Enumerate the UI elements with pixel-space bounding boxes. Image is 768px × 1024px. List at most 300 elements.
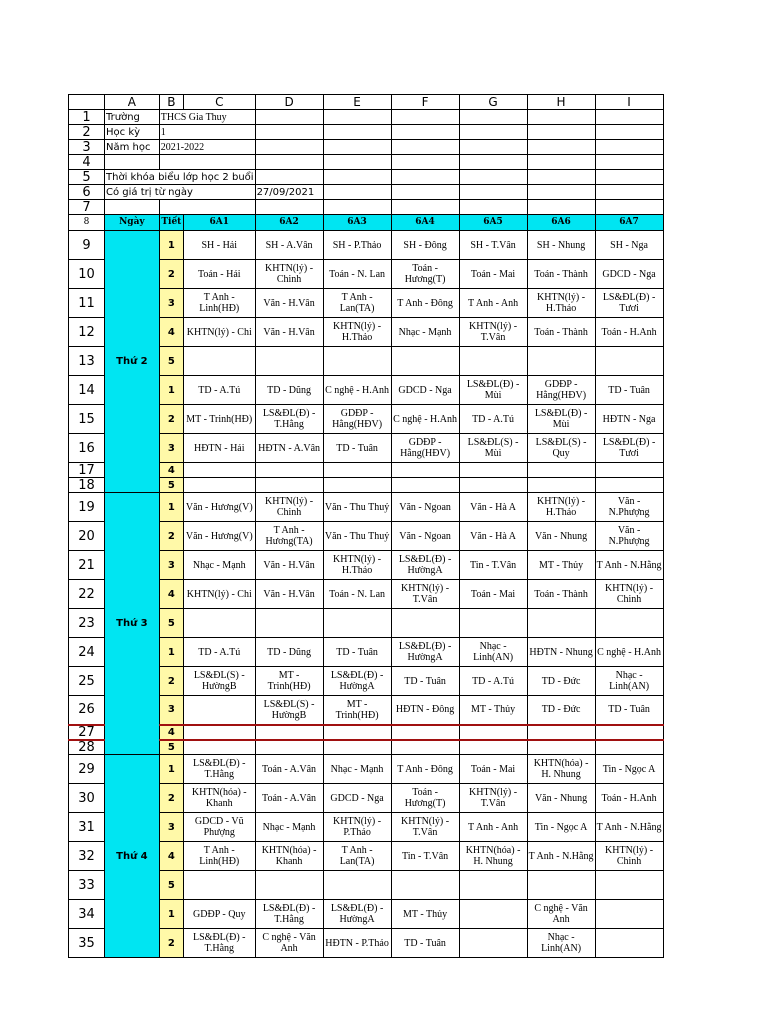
lesson-cell[interactable]: LS&ĐL(Đ) - HườngA [323,667,391,696]
period-number[interactable]: 1 [159,900,183,929]
lesson-cell[interactable]: KHTN(lý) - Chinh [255,493,323,522]
row-number[interactable]: 13 [69,347,105,376]
lesson-cell[interactable]: GDCD - Nga [323,784,391,813]
lesson-cell[interactable]: T Anh - Linh(HĐ) [183,842,255,871]
row-number[interactable]: 2 [69,125,105,140]
lesson-cell[interactable]: T Anh - Anh [459,289,527,318]
empty-cell[interactable] [459,140,527,155]
lesson-cell[interactable]: TD - A.Tú [183,376,255,405]
column-header-e[interactable]: E [323,95,391,110]
lesson-cell[interactable]: SH - Nhung [527,231,595,260]
lesson-cell[interactable]: HĐTN - Đông [391,696,459,725]
lesson-cell[interactable] [183,347,255,376]
class-header-6a4[interactable]: 6A4 [391,215,459,231]
lesson-cell[interactable] [459,463,527,478]
period-number[interactable]: 1 [159,755,183,784]
column-header-a[interactable]: A [105,95,160,110]
lesson-cell[interactable] [459,871,527,900]
info-label[interactable]: Trường [105,110,160,125]
row-number[interactable]: 6 [69,185,105,200]
lesson-cell[interactable] [183,696,255,725]
row-number[interactable]: 27 [69,725,105,740]
lesson-cell[interactable]: Tin - T.Vân [459,551,527,580]
period-number[interactable]: 4 [159,580,183,609]
row-number[interactable]: 30 [69,784,105,813]
lesson-cell[interactable] [527,871,595,900]
info-label[interactable] [105,155,160,170]
row-number[interactable]: 4 [69,155,105,170]
info-value[interactable]: 1 [159,125,255,140]
lesson-cell[interactable]: Văn - Nhung [527,522,595,551]
lesson-cell[interactable] [391,347,459,376]
day-label[interactable]: Thứ 2 [105,231,160,493]
row-number[interactable]: 8 [69,215,105,231]
info-value[interactable]: THCS Gia Thuy [159,110,255,125]
empty-cell[interactable] [527,125,595,140]
column-header-d[interactable]: D [255,95,323,110]
lesson-cell[interactable]: GDĐP - Hằng(HĐV) [527,376,595,405]
lesson-cell[interactable]: LS&ĐL(Đ) - HườngA [323,900,391,929]
period-number[interactable]: 3 [159,434,183,463]
lesson-cell[interactable]: GDCD - Nga [391,376,459,405]
lesson-cell[interactable] [323,609,391,638]
info-extra[interactable] [255,125,323,140]
lesson-cell[interactable]: GDCD - Vũ Phượng [183,813,255,842]
info-extra[interactable]: 27/09/2021 [255,185,323,200]
lesson-cell[interactable] [459,725,527,740]
lesson-cell[interactable] [527,463,595,478]
lesson-cell[interactable]: KHTN(hóa) - H. Nhung [527,755,595,784]
lesson-cell[interactable]: Văn - Hà A [459,522,527,551]
class-header-6a3[interactable]: 6A3 [323,215,391,231]
period-number[interactable]: 4 [159,463,183,478]
empty-cell[interactable] [595,125,663,140]
column-header-b[interactable]: B [159,95,183,110]
lesson-cell[interactable] [323,478,391,493]
lesson-cell[interactable] [527,609,595,638]
lesson-cell[interactable]: LS&ĐL(Đ) - T.Hằng [183,755,255,784]
lesson-cell[interactable]: TD - Tuân [323,638,391,667]
empty-cell[interactable] [391,170,459,185]
info-extra[interactable] [255,110,323,125]
lesson-cell[interactable]: LS&ĐL(Đ) - Tươi [595,289,663,318]
lesson-cell[interactable] [391,478,459,493]
empty-cell[interactable] [323,170,391,185]
row-number[interactable]: 14 [69,376,105,405]
empty-cell[interactable] [595,185,663,200]
lesson-cell[interactable]: HĐTN - P.Thảo [323,929,391,958]
lesson-cell[interactable] [391,740,459,755]
row-number[interactable]: 24 [69,638,105,667]
lesson-cell[interactable]: LS&ĐL(Đ) - HườngA [391,551,459,580]
row-number[interactable]: 16 [69,434,105,463]
lesson-cell[interactable]: Nhạc - Linh(AN) [459,638,527,667]
info-label[interactable] [105,200,160,215]
lesson-cell[interactable]: Toán - A.Vân [255,784,323,813]
empty-cell[interactable] [323,185,391,200]
lesson-cell[interactable]: KHTN(hóa) - Khanh [183,784,255,813]
empty-cell[interactable] [323,155,391,170]
column-header-f[interactable]: F [391,95,459,110]
lesson-cell[interactable] [459,609,527,638]
lesson-cell[interactable] [595,347,663,376]
info-extra[interactable] [255,140,323,155]
corner-cell[interactable] [69,95,105,110]
lesson-cell[interactable]: T Anh - Đông [391,755,459,784]
period-number[interactable]: 3 [159,696,183,725]
lesson-cell[interactable]: T Anh - N.Hằng [527,842,595,871]
lesson-cell[interactable]: Toán - H.Anh [595,318,663,347]
lesson-cell[interactable]: Văn - Hương(V) [183,522,255,551]
row-number[interactable]: 22 [69,580,105,609]
empty-cell[interactable] [527,200,595,215]
lesson-cell[interactable] [183,871,255,900]
lesson-cell[interactable]: KHTN(hóa) - Khanh [255,842,323,871]
empty-cell[interactable] [595,200,663,215]
empty-cell[interactable] [391,110,459,125]
period-number[interactable]: 1 [159,231,183,260]
lesson-cell[interactable]: C nghệ - Văn Anh [255,929,323,958]
lesson-cell[interactable]: LS&ĐL(Đ) - T.Hằng [255,900,323,929]
info-value[interactable]: 2021-2022 [159,140,255,155]
lesson-cell[interactable]: Nhạc - Linh(AN) [527,929,595,958]
empty-cell[interactable] [391,200,459,215]
lesson-cell[interactable] [459,478,527,493]
lesson-cell[interactable]: LS&ĐL(S) - Mùi [459,434,527,463]
lesson-cell[interactable]: LS&ĐL(Đ) - Mùi [527,405,595,434]
row-number[interactable]: 11 [69,289,105,318]
lesson-cell[interactable] [527,347,595,376]
lesson-cell[interactable]: Văn - N.Phượng [595,522,663,551]
lesson-cell[interactable] [595,929,663,958]
lesson-cell[interactable]: Nhạc - Mạnh [391,318,459,347]
row-number[interactable]: 5 [69,170,105,185]
row-number[interactable]: 7 [69,200,105,215]
lesson-cell[interactable]: KHTN(lý) - T.Vân [459,784,527,813]
lesson-cell[interactable] [391,725,459,740]
lesson-cell[interactable]: T Anh - N.Hằng [595,551,663,580]
lesson-cell[interactable]: Văn - Thu Thuỷ [323,493,391,522]
info-label[interactable]: Năm học [105,140,160,155]
lesson-cell[interactable]: KHTN(lý) - P.Thảo [323,813,391,842]
empty-cell[interactable] [527,140,595,155]
row-number[interactable]: 29 [69,755,105,784]
lesson-cell[interactable] [391,609,459,638]
empty-cell[interactable] [391,125,459,140]
period-number[interactable]: 1 [159,638,183,667]
row-number[interactable]: 33 [69,871,105,900]
empty-cell[interactable] [459,110,527,125]
period-number[interactable]: 2 [159,667,183,696]
lesson-cell[interactable]: HĐTN - A.Vân [255,434,323,463]
lesson-cell[interactable] [255,725,323,740]
lesson-cell[interactable]: GDĐP - Quy [183,900,255,929]
class-header-6a5[interactable]: 6A5 [459,215,527,231]
lesson-cell[interactable]: KHTN(lý) - Chi [183,580,255,609]
lesson-cell[interactable]: T Anh - Lan(TA) [323,289,391,318]
lesson-cell[interactable]: KHTN(lý) - Chinh [255,260,323,289]
lesson-cell[interactable] [255,463,323,478]
lesson-cell[interactable]: C nghệ - Văn Anh [527,900,595,929]
lesson-cell[interactable]: Toán - Hương(T) [391,784,459,813]
lesson-cell[interactable]: LS&ĐL(S) - HườngB [183,667,255,696]
row-number[interactable]: 10 [69,260,105,289]
lesson-cell[interactable] [255,871,323,900]
lesson-cell[interactable]: LS&ĐL(Đ) - Mùi [459,376,527,405]
lesson-cell[interactable]: SH - Đông [391,231,459,260]
empty-cell[interactable] [459,170,527,185]
lesson-cell[interactable]: GDCD - Nga [595,260,663,289]
row-number[interactable]: 1 [69,110,105,125]
empty-cell[interactable] [391,185,459,200]
lesson-cell[interactable]: KHTN(lý) - Chinh [595,580,663,609]
empty-cell[interactable] [323,200,391,215]
empty-cell[interactable] [391,140,459,155]
empty-cell[interactable] [595,155,663,170]
lesson-cell[interactable]: Văn - H.Vân [255,289,323,318]
lesson-cell[interactable] [595,725,663,740]
lesson-cell[interactable]: TD - A.Tú [459,667,527,696]
lesson-cell[interactable] [459,740,527,755]
lesson-cell[interactable] [595,740,663,755]
lesson-cell[interactable]: TD - Tuân [323,434,391,463]
lesson-cell[interactable]: Toán - Thành [527,580,595,609]
lesson-cell[interactable] [255,609,323,638]
lesson-cell[interactable]: KHTN(lý) - H.Thảo [527,289,595,318]
period-header[interactable]: Tiết [159,215,183,231]
column-header-g[interactable]: G [459,95,527,110]
period-number[interactable]: 3 [159,813,183,842]
lesson-cell[interactable]: HĐTN - Nga [595,405,663,434]
lesson-cell[interactable]: Văn - Hương(V) [183,493,255,522]
lesson-cell[interactable]: KHTN(lý) - Chi [183,318,255,347]
lesson-cell[interactable] [183,725,255,740]
row-number[interactable]: 17 [69,463,105,478]
empty-cell[interactable] [595,170,663,185]
lesson-cell[interactable]: LS&ĐL(Đ) - Tươi [595,434,663,463]
row-number[interactable]: 32 [69,842,105,871]
lesson-cell[interactable] [183,463,255,478]
row-number[interactable]: 21 [69,551,105,580]
lesson-cell[interactable]: TD - Đức [527,667,595,696]
empty-cell[interactable] [323,110,391,125]
period-number[interactable]: 5 [159,347,183,376]
lesson-cell[interactable] [323,871,391,900]
empty-cell[interactable] [595,140,663,155]
lesson-cell[interactable] [595,871,663,900]
lesson-cell[interactable]: Nhạc - Mạnh [183,551,255,580]
period-number[interactable]: 4 [159,725,183,740]
info-value[interactable] [159,200,255,215]
lesson-cell[interactable] [323,725,391,740]
lesson-cell[interactable]: Văn - H.Vân [255,551,323,580]
lesson-cell[interactable]: TD - A.Tú [459,405,527,434]
lesson-cell[interactable]: MT - Trinh(HĐ) [183,405,255,434]
period-number[interactable]: 2 [159,929,183,958]
lesson-cell[interactable]: T Anh - N.Hằng [595,813,663,842]
column-header-i[interactable]: I [595,95,663,110]
lesson-cell[interactable]: TD - Tuân [391,667,459,696]
period-number[interactable]: 4 [159,842,183,871]
lesson-cell[interactable]: Toán - H.Anh [595,784,663,813]
empty-cell[interactable] [323,140,391,155]
lesson-cell[interactable] [595,478,663,493]
row-number[interactable]: 19 [69,493,105,522]
row-number[interactable]: 25 [69,667,105,696]
lesson-cell[interactable]: KHTN(lý) - T.Vân [391,580,459,609]
lesson-cell[interactable] [255,478,323,493]
lesson-cell[interactable]: C nghệ - H.Anh [391,405,459,434]
lesson-cell[interactable]: T Anh - Anh [459,813,527,842]
row-number[interactable]: 34 [69,900,105,929]
period-number[interactable]: 3 [159,289,183,318]
info-extra[interactable] [255,200,323,215]
row-number[interactable]: 3 [69,140,105,155]
empty-cell[interactable] [527,170,595,185]
lesson-cell[interactable]: Tin - T.Vân [391,842,459,871]
lesson-cell[interactable]: LS&ĐL(Đ) - HườngA [391,638,459,667]
lesson-cell[interactable] [391,871,459,900]
row-number[interactable]: 20 [69,522,105,551]
column-header-c[interactable]: C [183,95,255,110]
lesson-cell[interactable]: Văn - H.Vân [255,318,323,347]
lesson-cell[interactable] [527,740,595,755]
class-header-6a1[interactable]: 6A1 [183,215,255,231]
lesson-cell[interactable] [459,900,527,929]
period-number[interactable]: 4 [159,318,183,347]
empty-cell[interactable] [459,185,527,200]
lesson-cell[interactable] [183,478,255,493]
lesson-cell[interactable] [183,740,255,755]
lesson-cell[interactable]: T Anh - Lan(TA) [323,842,391,871]
lesson-cell[interactable]: Toán - A.Vân [255,755,323,784]
period-number[interactable]: 2 [159,405,183,434]
lesson-cell[interactable]: LS&ĐL(Đ) - T.Hằng [255,405,323,434]
lesson-cell[interactable]: KHTN(lý) - H.Thảo [527,493,595,522]
period-number[interactable]: 3 [159,551,183,580]
lesson-cell[interactable]: Văn - Ngoan [391,493,459,522]
period-number[interactable]: 1 [159,493,183,522]
lesson-cell[interactable]: SH - P.Thảo [323,231,391,260]
row-number[interactable]: 28 [69,740,105,755]
row-number[interactable]: 15 [69,405,105,434]
period-number[interactable]: 2 [159,784,183,813]
lesson-cell[interactable]: KHTN(lý) - H.Thảo [323,551,391,580]
info-label[interactable]: Học kỳ [105,125,160,140]
day-label[interactable]: Thứ 4 [105,755,160,958]
lesson-cell[interactable]: HĐTN - Hải [183,434,255,463]
empty-cell[interactable] [527,110,595,125]
row-number[interactable]: 35 [69,929,105,958]
empty-cell[interactable] [323,125,391,140]
lesson-cell[interactable]: Nhạc - Mạnh [323,755,391,784]
lesson-cell[interactable]: TD - Dũng [255,638,323,667]
info-label[interactable]: Có giá trị từ ngày [105,185,256,200]
empty-cell[interactable] [527,155,595,170]
lesson-cell[interactable] [255,740,323,755]
lesson-cell[interactable]: TD - Tuân [595,696,663,725]
empty-cell[interactable] [391,155,459,170]
period-number[interactable]: 5 [159,478,183,493]
period-number[interactable]: 1 [159,376,183,405]
lesson-cell[interactable]: Toán - Thành [527,318,595,347]
day-label[interactable]: Thứ 3 [105,493,160,755]
row-number[interactable]: 26 [69,696,105,725]
lesson-cell[interactable]: T Anh - Hương(TA) [255,522,323,551]
lesson-cell[interactable]: TD - Tuân [391,929,459,958]
lesson-cell[interactable]: Tin - Ngọc A [595,755,663,784]
lesson-cell[interactable]: MT - Thủy [527,551,595,580]
lesson-cell[interactable] [595,463,663,478]
period-number[interactable]: 5 [159,871,183,900]
lesson-cell[interactable]: Toán - Thành [527,260,595,289]
period-number[interactable]: 2 [159,522,183,551]
lesson-cell[interactable] [595,609,663,638]
lesson-cell[interactable] [595,900,663,929]
lesson-cell[interactable]: MT - Trinh(HĐ) [323,696,391,725]
empty-cell[interactable] [459,200,527,215]
lesson-cell[interactable]: GDĐP - Hằng(HĐV) [323,405,391,434]
lesson-cell[interactable]: TD - Dũng [255,376,323,405]
class-header-6a2[interactable]: 6A2 [255,215,323,231]
column-header-h[interactable]: H [527,95,595,110]
lesson-cell[interactable]: KHTN(lý) - Chinh [595,842,663,871]
period-number[interactable]: 5 [159,609,183,638]
lesson-cell[interactable]: SH - Hải [183,231,255,260]
lesson-cell[interactable] [323,740,391,755]
lesson-cell[interactable]: Văn - Hà A [459,493,527,522]
empty-cell[interactable] [459,125,527,140]
lesson-cell[interactable]: TD - Đức [527,696,595,725]
info-label[interactable]: Thời khóa biểu lớp học 2 buổi [106,171,254,183]
lesson-cell[interactable] [459,347,527,376]
lesson-cell[interactable] [391,463,459,478]
lesson-cell[interactable]: Toán - N. Lan [323,580,391,609]
lesson-cell[interactable]: HĐTN - Nhung [527,638,595,667]
day-header[interactable]: Ngày [105,215,160,231]
lesson-cell[interactable]: Văn - Ngoan [391,522,459,551]
lesson-cell[interactable]: LS&ĐL(S) - HườngB [255,696,323,725]
class-header-6a7[interactable]: 6A7 [595,215,663,231]
info-extra[interactable] [255,170,323,185]
row-number[interactable]: 31 [69,813,105,842]
lesson-cell[interactable]: SH - A.Vân [255,231,323,260]
lesson-cell[interactable]: KHTN(hóa) - H. Nhung [459,842,527,871]
info-extra[interactable] [255,155,323,170]
lesson-cell[interactable]: Toán - N. Lan [323,260,391,289]
period-number[interactable]: 5 [159,740,183,755]
lesson-cell[interactable] [255,347,323,376]
row-number[interactable]: 23 [69,609,105,638]
lesson-cell[interactable]: SH - T.Vân [459,231,527,260]
row-number[interactable]: 12 [69,318,105,347]
lesson-cell[interactable]: C nghệ - H.Anh [595,638,663,667]
lesson-cell[interactable]: TD - A.Tú [183,638,255,667]
lesson-cell[interactable] [323,463,391,478]
lesson-cell[interactable]: MT - Thủy [391,900,459,929]
empty-cell[interactable] [595,110,663,125]
lesson-cell[interactable]: Toán - Mai [459,260,527,289]
lesson-cell[interactable]: GDĐP - Hằng(HĐV) [391,434,459,463]
class-header-6a6[interactable]: 6A6 [527,215,595,231]
lesson-cell[interactable]: MT - Thủy [459,696,527,725]
lesson-cell[interactable] [323,347,391,376]
lesson-cell[interactable]: Văn - H.Vân [255,580,323,609]
period-number[interactable]: 2 [159,260,183,289]
lesson-cell[interactable]: SH - Nga [595,231,663,260]
lesson-cell[interactable]: T Anh - Linh(HĐ) [183,289,255,318]
lesson-cell[interactable]: Toán - Mai [459,755,527,784]
